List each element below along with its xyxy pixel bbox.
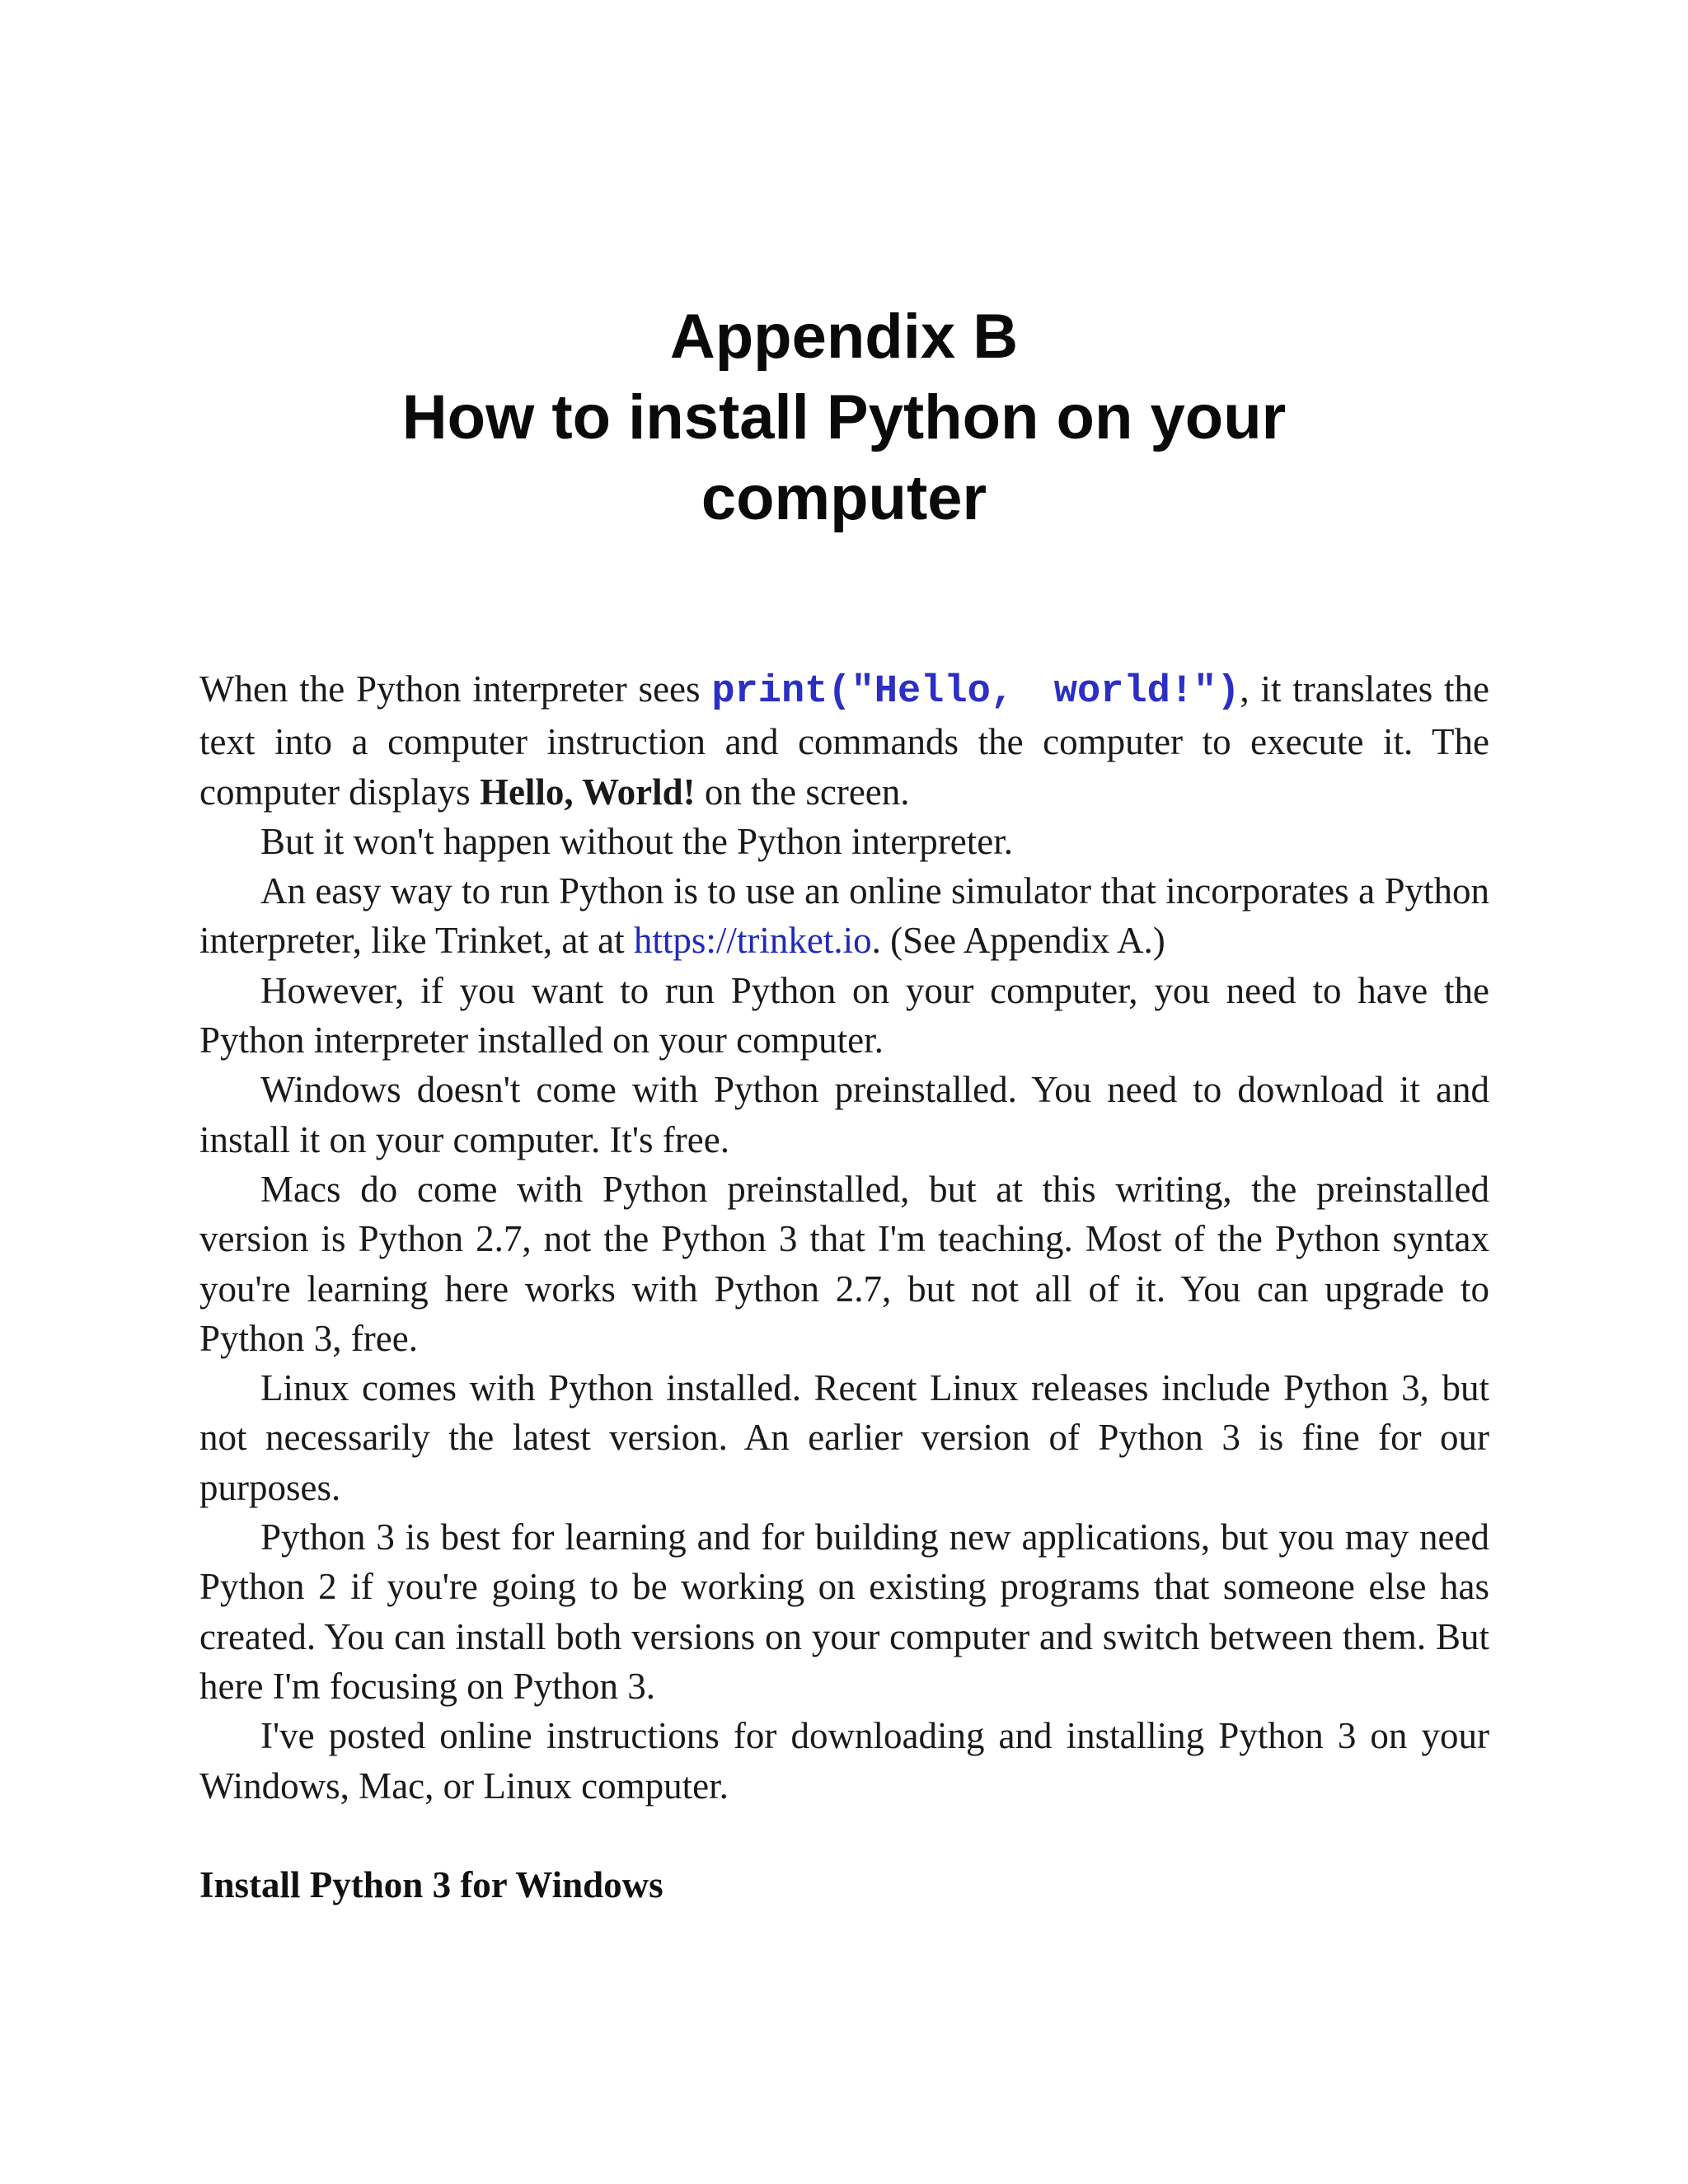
section-heading-windows: Install Python 3 for Windows [199,1864,663,1905]
paragraph-online-simulator-text-2: . (See Appendix A.) [871,920,1165,962]
paragraph-intro [199,664,1489,817]
paragraph-linux: Linux comes with Python installed. Recent Linux releases include Python 3, but not necessarily the latest version. An earlier version of Python 3 is fine for our purposes. [199,1367,1489,1508]
paragraph-interpreter-needed: But it won't happen without the Python interpreter. [260,820,1013,862]
inline-code-print: print("Hello, world!") [711,670,1240,714]
paragraph-macs: Macs do come with Python preinstalled, but at this writing, the preinstalled version is Python 2.7, not the Python 3 that I'm teaching. Most of the Python syntax you're learning here works with Python 2.7, but not all of it. You can upgrade to Python 3, free. [199,1168,1489,1359]
title-line-2: How to install Python on your [401,382,1287,452]
page-title [0,297,1688,539]
title-line-1: Appendix B [669,302,1019,372]
trinket-link[interactable]: https://trinket.io [633,920,872,962]
paragraph-run-on-computer: However, if you want to run Python on your computer, you need to have the Python interpreter installed on your computer. [199,969,1489,1062]
paragraph-intro-text-3: on the screen. [695,771,910,813]
paragraph-windows: Windows doesn't come with Python preinstalled. You need to download it and install it on your computer. It's free. [199,1069,1489,1160]
paragraph-online-simulator-text-1: An easy way to run Python is to use an online simulator that incorporates a Python interpreter, like Trinket, at at [199,870,1489,962]
paragraph-intro-text-1: When the Python interpreter sees [199,668,712,710]
bold-hello-world: Hello, World! [479,771,696,813]
paragraph-intro-text-2: , it translates the text into a computer instruction and commands the computer to execute it. The computer displays [199,668,1489,813]
paragraph-online-simulator [199,866,1489,966]
paragraph-online-instructions: I've posted online instructions for downloading and installing Python 3 on your Windows, Mac, or Linux computer. [199,1715,1489,1807]
title-line-3: computer [701,463,987,533]
paragraph-python-versions: Python 3 is best for learning and for building new applications, but you may need Python 2 if you're going to be working on existing programs that someone else has created. You can install both versions on your computer and switch between them. But here I'm focusing on Python 3. [199,1516,1489,1707]
body-text [199,664,1489,1811]
